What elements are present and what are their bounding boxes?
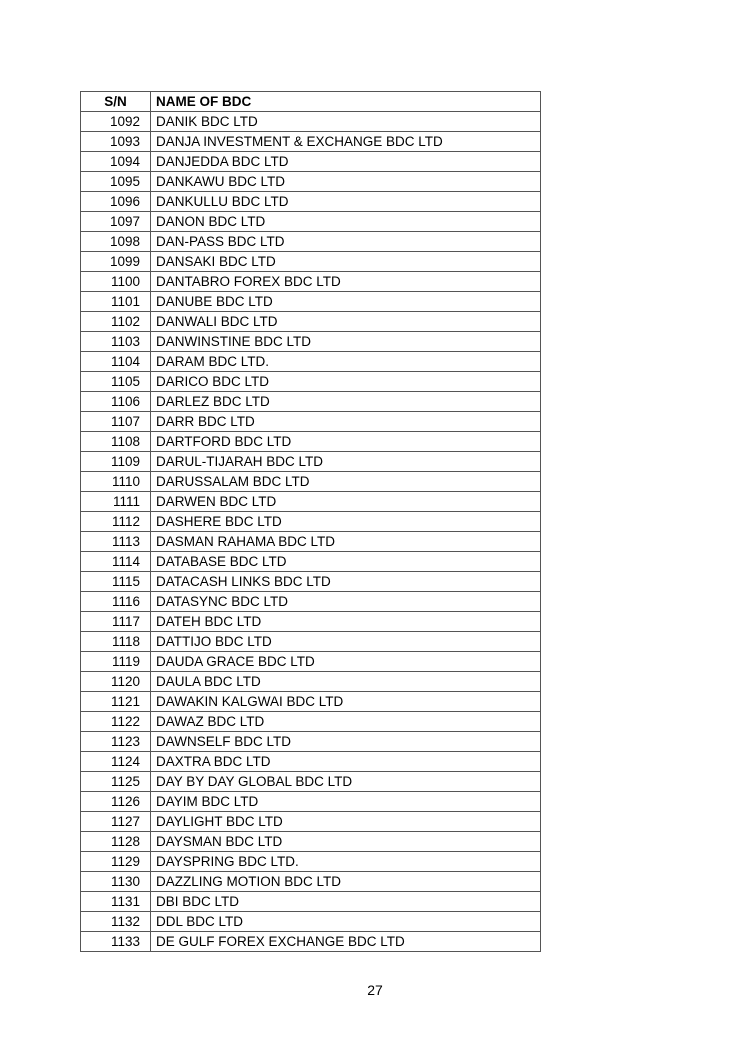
name-column-header: NAME OF BDC xyxy=(151,92,541,112)
table-row xyxy=(81,632,541,652)
serial-number-cell: 1103 xyxy=(81,332,151,352)
serial-number-cell: 1108 xyxy=(81,432,151,452)
bdc-name-cell: DARAM BDC LTD. xyxy=(151,352,541,372)
table-row xyxy=(81,572,541,592)
bdc-name-cell: DARICO BDC LTD xyxy=(151,372,541,392)
bdc-name-cell: DAYLIGHT BDC LTD xyxy=(151,812,541,832)
serial-number-cell: 1111 xyxy=(81,492,151,512)
serial-number-cell: 1121 xyxy=(81,692,151,712)
table-row xyxy=(81,232,541,252)
bdc-name-cell: DANJEDDA BDC LTD xyxy=(151,152,541,172)
bdc-list-table xyxy=(80,91,541,952)
table-row xyxy=(81,432,541,452)
table-row xyxy=(81,492,541,512)
bdc-name-cell: DATABASE BDC LTD xyxy=(151,552,541,572)
serial-number-cell: 1105 xyxy=(81,372,151,392)
table-row xyxy=(81,892,541,912)
serial-number-cell: 1094 xyxy=(81,152,151,172)
table-row xyxy=(81,152,541,172)
serial-number-cell: 1133 xyxy=(81,932,151,952)
table-row xyxy=(81,412,541,432)
bdc-name-cell: DARLEZ BDC LTD xyxy=(151,392,541,412)
serial-number-cell: 1120 xyxy=(81,672,151,692)
table-row xyxy=(81,772,541,792)
bdc-name-cell: DDL BDC LTD xyxy=(151,912,541,932)
bdc-name-cell: DATTIJO BDC LTD xyxy=(151,632,541,652)
serial-number-cell: 1092 xyxy=(81,112,151,132)
bdc-name-cell: DANUBE BDC LTD xyxy=(151,292,541,312)
table-row xyxy=(81,472,541,492)
table-body xyxy=(81,112,541,952)
bdc-name-cell: DATACASH LINKS BDC LTD xyxy=(151,572,541,592)
serial-number-cell: 1124 xyxy=(81,752,151,772)
bdc-name-cell: DARUSSALAM BDC LTD xyxy=(151,472,541,492)
bdc-name-cell: DE GULF FOREX EXCHANGE BDC LTD xyxy=(151,932,541,952)
table-row xyxy=(81,832,541,852)
table-row xyxy=(81,792,541,812)
table-row xyxy=(81,112,541,132)
bdc-name-cell: DAYIM BDC LTD xyxy=(151,792,541,812)
bdc-name-cell: DARTFORD BDC LTD xyxy=(151,432,541,452)
bdc-name-cell: DAUDA GRACE BDC LTD xyxy=(151,652,541,672)
table-row xyxy=(81,272,541,292)
serial-number-cell: 1107 xyxy=(81,412,151,432)
table-row xyxy=(81,592,541,612)
bdc-name-cell: DASHERE BDC LTD xyxy=(151,512,541,532)
table-row xyxy=(81,552,541,572)
bdc-name-cell: DAXTRA BDC LTD xyxy=(151,752,541,772)
page-number: 27 xyxy=(367,982,383,998)
serial-number-cell: 1127 xyxy=(81,812,151,832)
table-row xyxy=(81,352,541,372)
table-row xyxy=(81,752,541,772)
bdc-name-cell: DANIK BDC LTD xyxy=(151,112,541,132)
serial-number-cell: 1115 xyxy=(81,572,151,592)
bdc-name-cell: DANON BDC LTD xyxy=(151,212,541,232)
sn-column-header: S/N xyxy=(81,92,151,112)
bdc-name-cell: DAY BY DAY GLOBAL BDC LTD xyxy=(151,772,541,792)
bdc-name-cell: DANWINSTINE BDC LTD xyxy=(151,332,541,352)
serial-number-cell: 1113 xyxy=(81,532,151,552)
serial-number-cell: 1097 xyxy=(81,212,151,232)
serial-number-cell: 1102 xyxy=(81,312,151,332)
serial-number-cell: 1093 xyxy=(81,132,151,152)
serial-number-cell: 1125 xyxy=(81,772,151,792)
bdc-name-cell: DANTABRO FOREX BDC LTD xyxy=(151,272,541,292)
table-row xyxy=(81,852,541,872)
table-row xyxy=(81,912,541,932)
bdc-name-cell: DATEH BDC LTD xyxy=(151,612,541,632)
bdc-name-cell: DASMAN RAHAMA BDC LTD xyxy=(151,532,541,552)
bdc-name-cell: DAWNSELF BDC LTD xyxy=(151,732,541,752)
serial-number-cell: 1123 xyxy=(81,732,151,752)
serial-number-cell: 1128 xyxy=(81,832,151,852)
bdc-name-cell: DAWAZ BDC LTD xyxy=(151,712,541,732)
table-row xyxy=(81,612,541,632)
serial-number-cell: 1122 xyxy=(81,712,151,732)
bdc-name-cell: DAYSPRING BDC LTD. xyxy=(151,852,541,872)
serial-number-cell: 1109 xyxy=(81,452,151,472)
bdc-name-cell: DAYSMAN BDC LTD xyxy=(151,832,541,852)
bdc-name-cell: DANKAWU BDC LTD xyxy=(151,172,541,192)
bdc-name-cell: DANJA INVESTMENT & EXCHANGE BDC LTD xyxy=(151,132,541,152)
serial-number-cell: 1132 xyxy=(81,912,151,932)
table-row xyxy=(81,132,541,152)
serial-number-cell: 1096 xyxy=(81,192,151,212)
table-row xyxy=(81,332,541,352)
serial-number-cell: 1130 xyxy=(81,872,151,892)
bdc-name-cell: DAULA BDC LTD xyxy=(151,672,541,692)
bdc-name-cell: DARUL-TIJARAH BDC LTD xyxy=(151,452,541,472)
bdc-name-cell: DAN-PASS BDC LTD xyxy=(151,232,541,252)
table-row xyxy=(81,692,541,712)
table-row xyxy=(81,932,541,952)
serial-number-cell: 1099 xyxy=(81,252,151,272)
table-header-row xyxy=(81,92,541,112)
serial-number-cell: 1112 xyxy=(81,512,151,532)
table-row xyxy=(81,252,541,272)
table-row xyxy=(81,712,541,732)
table-row xyxy=(81,212,541,232)
serial-number-cell: 1098 xyxy=(81,232,151,252)
bdc-name-cell: DANWALI BDC LTD xyxy=(151,312,541,332)
table-row xyxy=(81,512,541,532)
table-row xyxy=(81,732,541,752)
table-row xyxy=(81,292,541,312)
serial-number-cell: 1101 xyxy=(81,292,151,312)
serial-number-cell: 1129 xyxy=(81,852,151,872)
table-row xyxy=(81,372,541,392)
bdc-name-cell: DARWEN BDC LTD xyxy=(151,492,541,512)
table-row xyxy=(81,652,541,672)
serial-number-cell: 1114 xyxy=(81,552,151,572)
serial-number-cell: 1104 xyxy=(81,352,151,372)
table-row xyxy=(81,172,541,192)
table-row xyxy=(81,192,541,212)
bdc-name-cell: DBI BDC LTD xyxy=(151,892,541,912)
serial-number-cell: 1110 xyxy=(81,472,151,492)
serial-number-cell: 1126 xyxy=(81,792,151,812)
table-row xyxy=(81,312,541,332)
serial-number-cell: 1095 xyxy=(81,172,151,192)
table-row xyxy=(81,532,541,552)
serial-number-cell: 1118 xyxy=(81,632,151,652)
serial-number-cell: 1119 xyxy=(81,652,151,672)
bdc-name-cell: DATASYNC BDC LTD xyxy=(151,592,541,612)
bdc-name-cell: DARR BDC LTD xyxy=(151,412,541,432)
table-row xyxy=(81,812,541,832)
serial-number-cell: 1131 xyxy=(81,892,151,912)
table-row xyxy=(81,872,541,892)
serial-number-cell: 1116 xyxy=(81,592,151,612)
table-row xyxy=(81,452,541,472)
serial-number-cell: 1117 xyxy=(81,612,151,632)
serial-number-cell: 1100 xyxy=(81,272,151,292)
bdc-name-cell: DANKULLU BDC LTD xyxy=(151,192,541,212)
bdc-name-cell: DAWAKIN KALGWAI BDC LTD xyxy=(151,692,541,712)
bdc-name-cell: DAZZLING MOTION BDC LTD xyxy=(151,872,541,892)
serial-number-cell: 1106 xyxy=(81,392,151,412)
table-row xyxy=(81,672,541,692)
table-row xyxy=(81,392,541,412)
bdc-name-cell: DANSAKI BDC LTD xyxy=(151,252,541,272)
